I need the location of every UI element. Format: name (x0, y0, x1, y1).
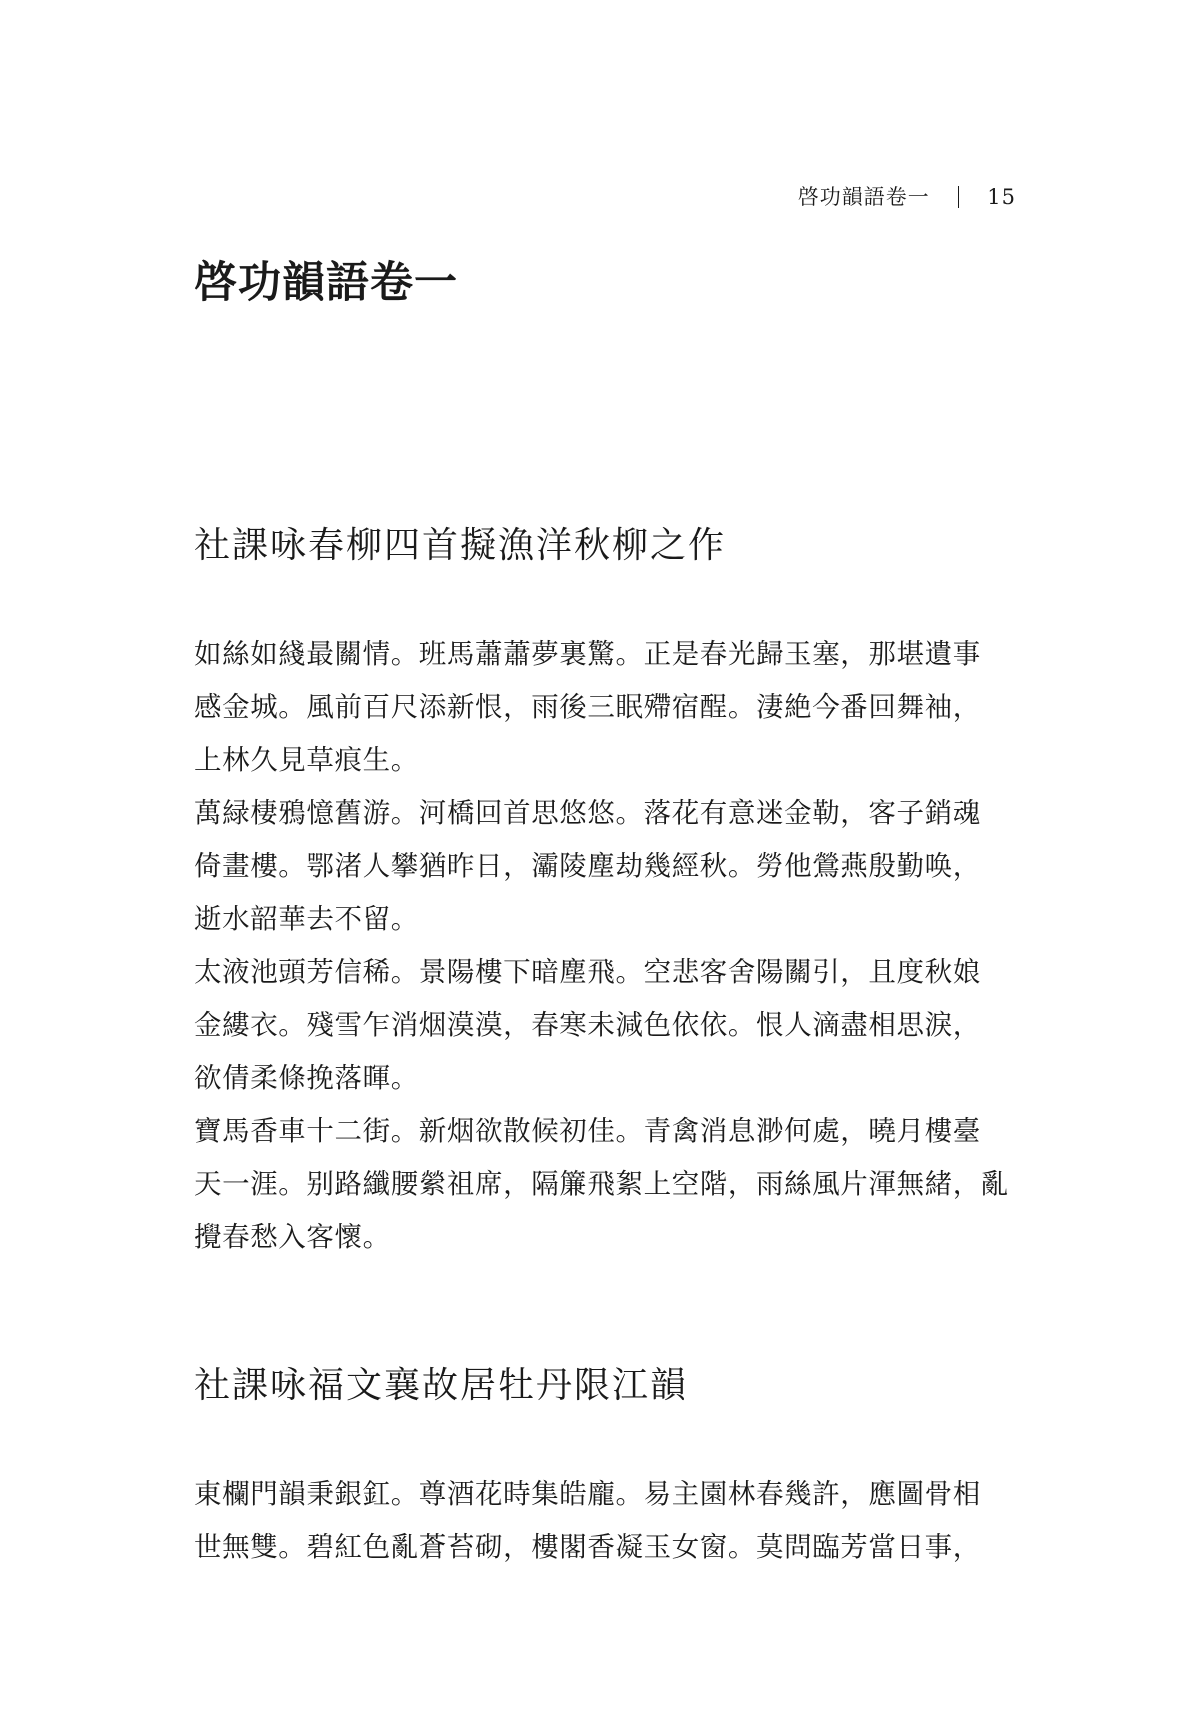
poem-title-peony: 社課咏福文襄故居牡丹限江韻 (194, 1365, 689, 1406)
text-line: 如絲如綫最關情。班馬蕭蕭夢裏驚。正是春光歸玉塞，那堪遺事 (194, 638, 981, 670)
text-line: 金縷衣。殘雪乍消烟漠漠，春寒未減色依依。恨人滴盡相思淚， (194, 1009, 981, 1041)
text-line: 寶馬香車十二街。新烟欲散候初佳。青禽消息渺何處，曉月樓臺 (194, 1115, 981, 1147)
running-header (798, 186, 1016, 208)
text-line: 天一涯。别路纖腰縈祖席，隔簾飛絮上空階，雨絲風片渾無緒，亂 (194, 1168, 1009, 1200)
header-divider (958, 186, 960, 208)
text-line: 逝水韶華去不留。 (194, 903, 419, 935)
text-line: 欲倩柔條挽落暉。 (194, 1062, 419, 1094)
text-line: 萬緑棲鴉憶舊游。河橋回首思悠悠。落花有意迷金勒，客子銷魂 (194, 797, 981, 829)
text-line: 倚畫樓。鄂渚人攀猶昨日，灞陵塵劫幾經秋。勞他鶯燕殷勤唤， (194, 850, 981, 882)
running-title: 啓功韻語卷一 (797, 184, 930, 209)
text-line: 世無雙。碧紅色亂蒼苔砌，樓閣香凝玉女窗。莫問臨芳當日事， (194, 1531, 981, 1563)
poem-body-peony (194, 1468, 1034, 1574)
page-number: 15 (987, 184, 1016, 209)
text-line: 感金城。風前百尺添新恨，雨後三眠殢宿酲。淒絶今番回舞袖， (194, 691, 981, 723)
text-line: 太液池頭芳信稀。景陽樓下暗塵飛。空悲客舍陽關引，且度秋娘 (194, 956, 981, 988)
poem-title-spring-willow: 社課咏春柳四首擬漁洋秋柳之作 (194, 525, 727, 566)
poem-body-spring-willow (194, 628, 1034, 1264)
text-line: 攪春愁入客懷。 (194, 1221, 391, 1253)
text-line: 東欄門韻秉銀釭。尊酒花時集皓龐。易主園林春幾許，應圖骨相 (194, 1478, 981, 1510)
chapter-title: 啓功韻語卷一 (194, 258, 458, 308)
text-line: 上林久見草痕生。 (194, 744, 419, 776)
